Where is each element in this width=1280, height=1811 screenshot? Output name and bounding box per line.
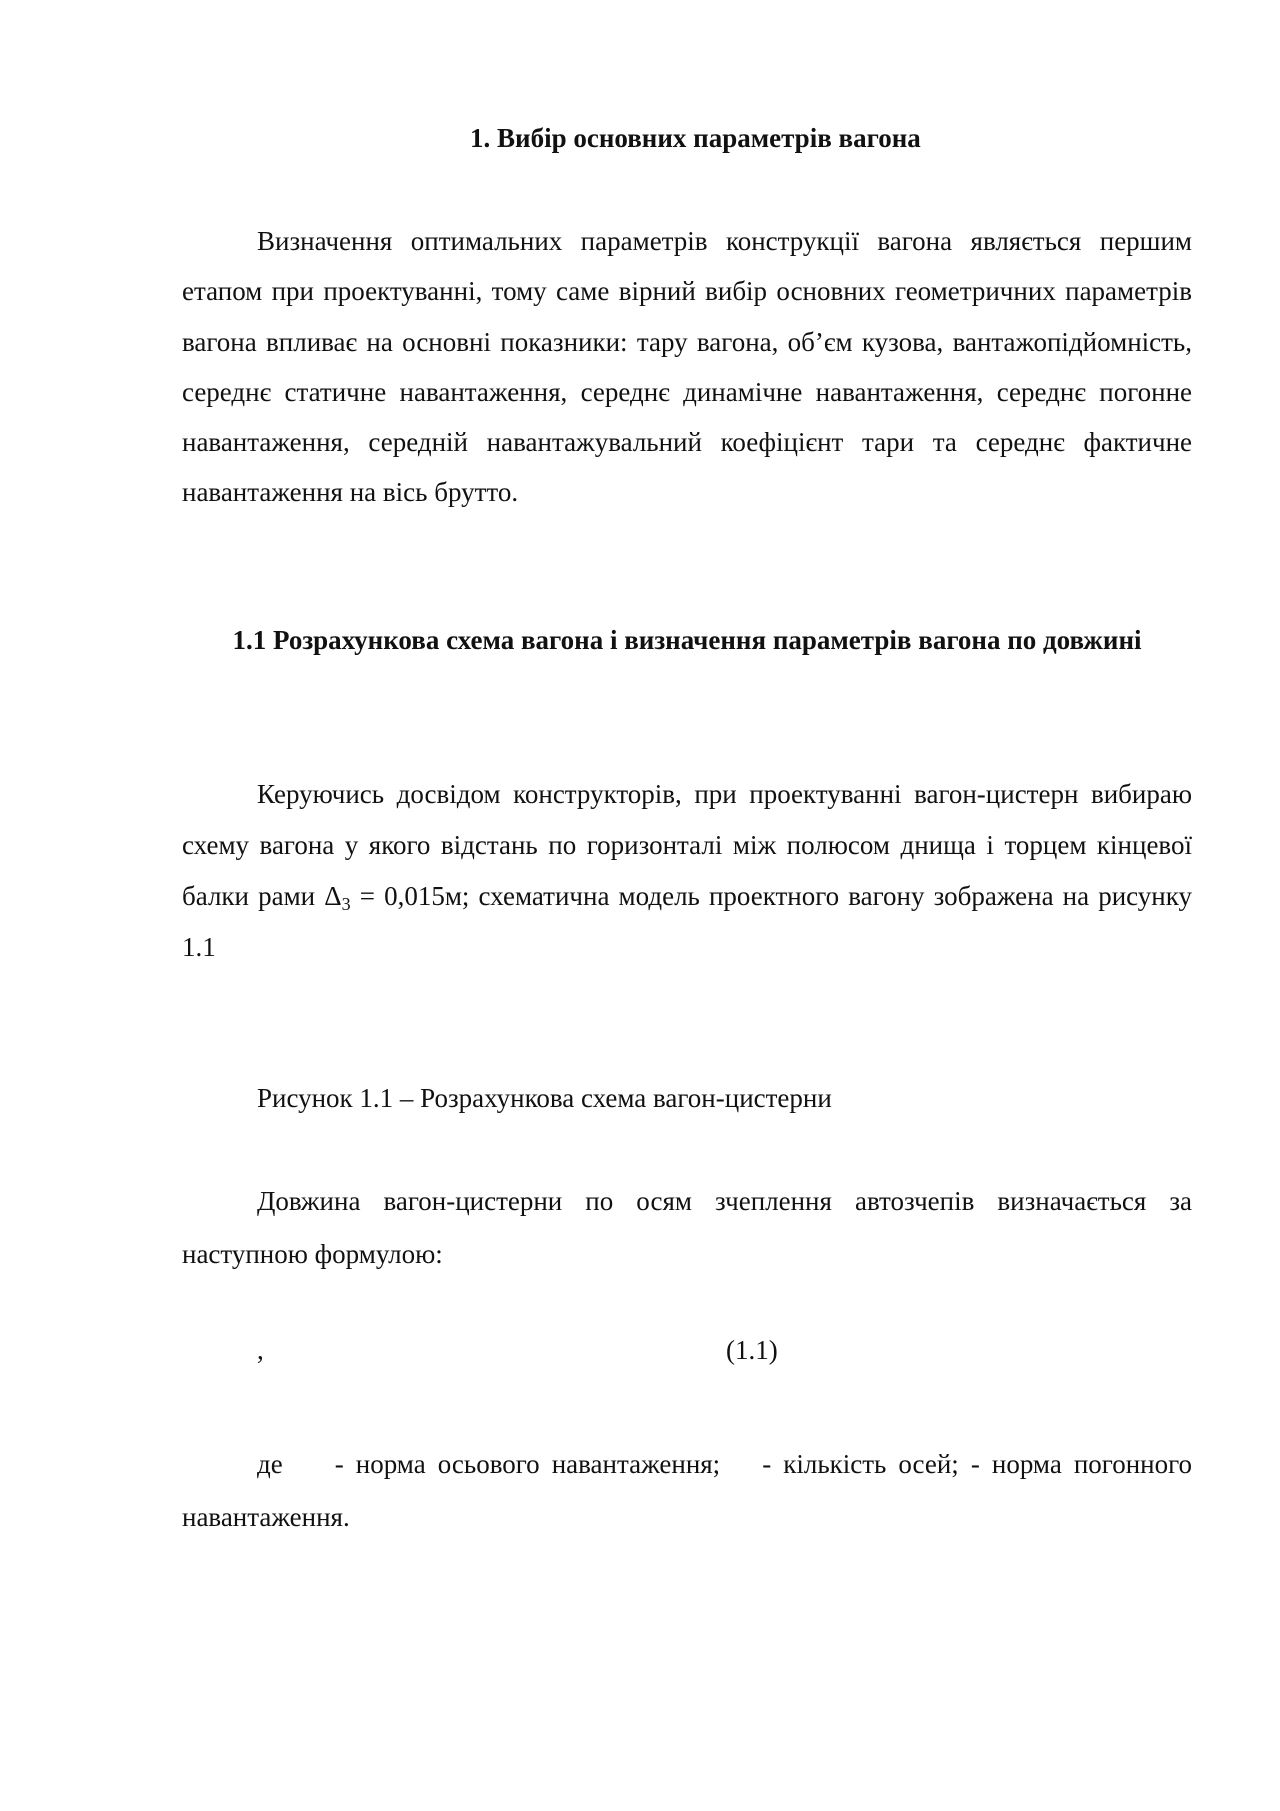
paragraph-text-before-subscript: Керуючись досвідом конструкторів, при проектуванні вагон-цистерн вибираю схему вагона у якого відстань по горизонталі між полюсом днища і торцем кінцевої балки рами Δ bbox=[182, 779, 1192, 911]
section-1-1-paragraph bbox=[182, 769, 1192, 973]
section-1-1-title: 1.1 Розрахункова схема вагона і визначення параметрів вагона по довжині bbox=[232, 625, 1142, 655]
length-paragraph: Довжина вагон-цистерни по осям зчеплення автозчепів визначається за наступною формулою: bbox=[182, 1186, 1192, 1269]
formula-placeholder-comma: , bbox=[257, 1335, 264, 1365]
section-1-paragraph: Визначення оптимальних параметрів конструкції вагона являється першим етапом при проектуванні, тому саме вірний вибір основних геометричних параметрів вагона впливає на основні показники: тару вагона, об’єм кузова, вантажопідйомність, середнє статичне навантаження, середнє динамічне навантаження, середнє погонне навантаження, середній навантажувальний коефіцієнт тари та середнє фактичне навантаження на вісь брутто. bbox=[182, 226, 1192, 508]
where-word: де bbox=[257, 1449, 283, 1479]
delta-subscript: 3 bbox=[341, 894, 351, 914]
section-1-title: 1. Вибір основних параметрів вагона bbox=[470, 123, 921, 153]
where-part-2: - кількість осей; - норма погонного навантаження. bbox=[182, 1449, 1192, 1532]
formula-number: (1.1) bbox=[726, 1335, 778, 1365]
paragraph-text-after-subscript: = 0,015м; схематична модель проектного вагону зображена на рисунку 1.1 bbox=[182, 881, 1192, 962]
where-part-1: - норма осьового навантаження; bbox=[334, 1449, 721, 1479]
where-paragraph bbox=[182, 1438, 1192, 1544]
figure-caption: Рисунок 1.1 – Розрахункова схема вагон-цистерни bbox=[257, 1083, 832, 1113]
